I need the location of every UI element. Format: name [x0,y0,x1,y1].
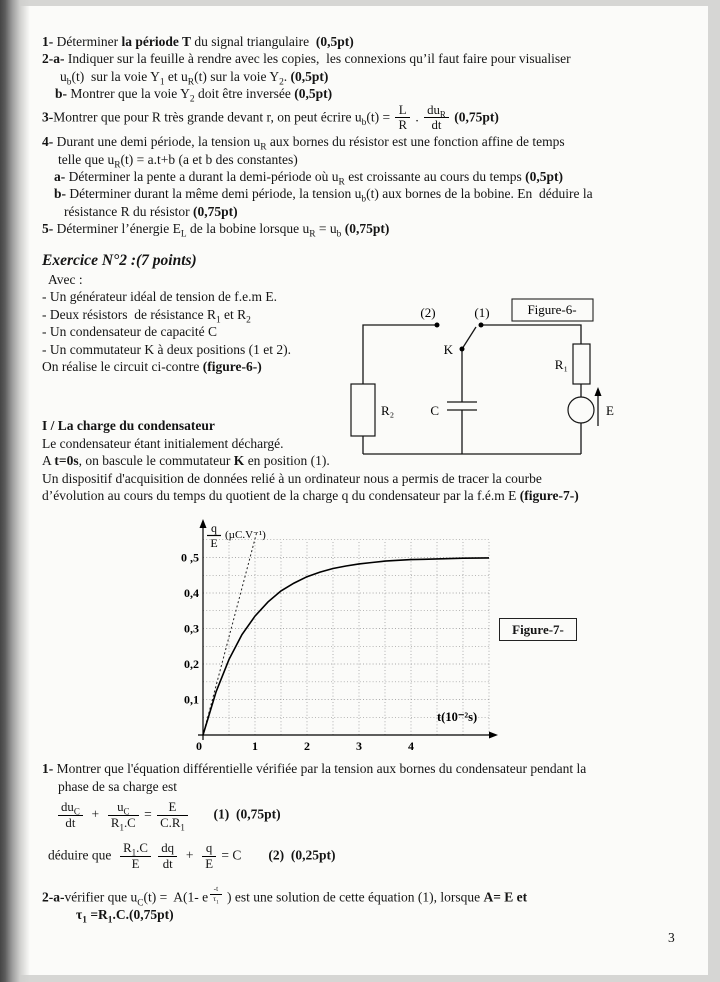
resistor-r2-symbol [351,384,375,436]
differential-equation-1: $\frac{du_C}{dt}$ + $\frac{u_C}{R_1.C}$ = $\frac{E}{C.R_1}$ (1) (0,75pt) [42,795,690,837]
label-resistor-r2: R₂ [381,403,395,418]
figure7-chart-area [42,514,690,758]
y-axis-label-numerator: q [211,521,217,536]
ex1-question-1: 1- Déterminer la période T du signal triangulaire (0,5pt) [42,34,354,49]
ex2-item-generator: - Un générateur idéal de tension de f.e.m E. [42,289,278,305]
switch-blade [462,327,476,349]
svg-text:2: 2 [304,739,310,754]
page-edge-right [708,0,720,982]
svg-text:3: 3 [356,739,362,754]
section1-line1: Le condensateur étant initialement déchargé. [42,435,284,451]
ex2-avec: Avec : [48,271,83,287]
differential-equation-2: déduire que $\frac{R_1.C}{E}$ $\frac{dq}{dt}$ + $\frac{q}{E}$ = C (2) (0,25pt) [48,840,336,871]
x-axis-label: t(10⁻²s) [437,710,478,725]
ex1-question-4b-line2: résistance R du résistor (0,75pt) [64,203,238,219]
figure7-chart [175,514,515,758]
post-question-2a-line1: 2-a-vérifier que $u_C(t) = A(1-$ e $^{\frac{-t}{\tau_1}}$ ) est une solution de cette équation (1), lorsque A= E et [42,884,528,909]
page-number: 3 [668,930,675,945]
scan-shadow [0,0,30,982]
post-question-1-line1: 1- Montrer que l'équation différentielle vérifiée par la tension aux bornes du condensateur pendant la [42,761,587,777]
svg-text:0,2: 0,2 [184,657,199,672]
ex2-item-circuit: On réalise le circuit ci-contre (figure-6-) [42,359,262,374]
wire-top-right [481,325,581,344]
ex2-item-capacitor: - Un condensateur de capacité C [42,324,218,340]
ex1-question-4a: a- Déterminer la pente a durant la demi-période où $u_R$ est croissante au cours du temps (0,5pt) [54,168,564,188]
x-axis-arrow-icon [489,732,498,739]
page-edge-bottom [0,975,720,982]
ex1-question-4-line2: telle que $u_R(t) = a.t+b$ (a et b des constantes) [58,151,298,171]
resistor-r1-symbol [573,344,590,384]
svg-text:0,3: 0,3 [184,621,199,636]
label-position-2: (2) [420,305,436,320]
ex1-question-5: 5- Déterminer l’énergie $E_L$ de la bobine lorsque $u_R = u_b$ (0,75pt) [42,221,390,240]
ex2-item-switch: - Un commutateur K à deux positions (1 et 2). [42,341,291,357]
chart-gridlines [203,540,489,735]
label-emf-e: E [606,403,614,418]
ex1-question-2a-line2: $u_b(t)$ sur la voie $Y_1$ et $u_R(t)$ sur la voie $Y_2$. (0,5pt) [60,68,329,88]
exercise2-title: Exercice N°2 :(7 points) [42,251,197,269]
label-capacitor-c: C [430,403,439,418]
ex2-item-resistors: - Deux résistors de résistance $R_1$ et $R_2$ [42,306,251,326]
figure6-circuit [335,292,655,467]
label-position-1: (1) [474,305,490,320]
page-edge-top [0,0,720,6]
y-axis-label-denominator: E [210,536,218,551]
generator-symbol [568,397,594,423]
ex1-question-2a-line1: 2-a- Indiquer sur la feuille à rendre avec les copies, les connexions qu’il faut faire pour visualiser [42,51,571,67]
terminal-1-node [479,323,484,328]
post-question-2a-line2: $\tau_1 =R_1.C.(0,75pt)$ [76,907,174,926]
ex1-question-4b-line1: b- Déterminer durant la même demi période, la tension $u_b(t)$ aux bornes de la bobine. En déduire la [54,186,593,206]
ex1-question-2b: b- Montrer que la voie $Y_2$ doit être inversée (0,5pt) [55,86,333,105]
emf-arrow-icon [595,387,602,396]
wire-top-left [363,325,437,384]
y-axis-arrow-icon [200,519,207,528]
figure6-caption: Figure-6- [527,302,577,317]
ex1-question-4-line1: 4- Durant une demi période, la tension $u_R$ aux bornes du résistor est une fonction affine de temps [42,134,565,153]
switch-pivot-node [460,347,465,352]
section1-line4: d’évolution au cours du temps du quotient de la charge q du condensateur par la f.é.m E (figure-7-) [42,488,579,504]
ex1-question-3: 3-Montrer que pour R très grande devant r, on peut écrire $u_b(t)$ = $\frac{L}{R}$ . $\frac{du_R}{dt}$ (0,75pt) [42,102,499,133]
svg-text:4: 4 [408,739,414,754]
svg-text:0,1: 0,1 [184,692,199,707]
terminal-2-node [435,323,440,328]
svg-text:0 ,5: 0 ,5 [181,550,199,565]
label-resistor-r1: R₁ [554,357,568,372]
section1-line3: Un dispositif d'acquisition de données relié à un ordinateur nous a permis de tracer la courbe [42,470,542,486]
section1-line2: A t=0s, on bascule le commutateur K en position (1). [42,453,330,469]
svg-text:0,4: 0,4 [184,586,199,601]
origin-tick-label: 0 [196,739,202,754]
label-switch-k: K [443,342,453,357]
figure7-caption-box: Figure-7- [499,618,577,641]
section1-title: I / La charge du condensateur [42,418,215,434]
y-axis-unit-label: (µC.V⁻¹) [225,529,266,542]
post-question-1-line2: phase de sa charge est [58,778,177,794]
svg-text:1: 1 [252,739,258,754]
